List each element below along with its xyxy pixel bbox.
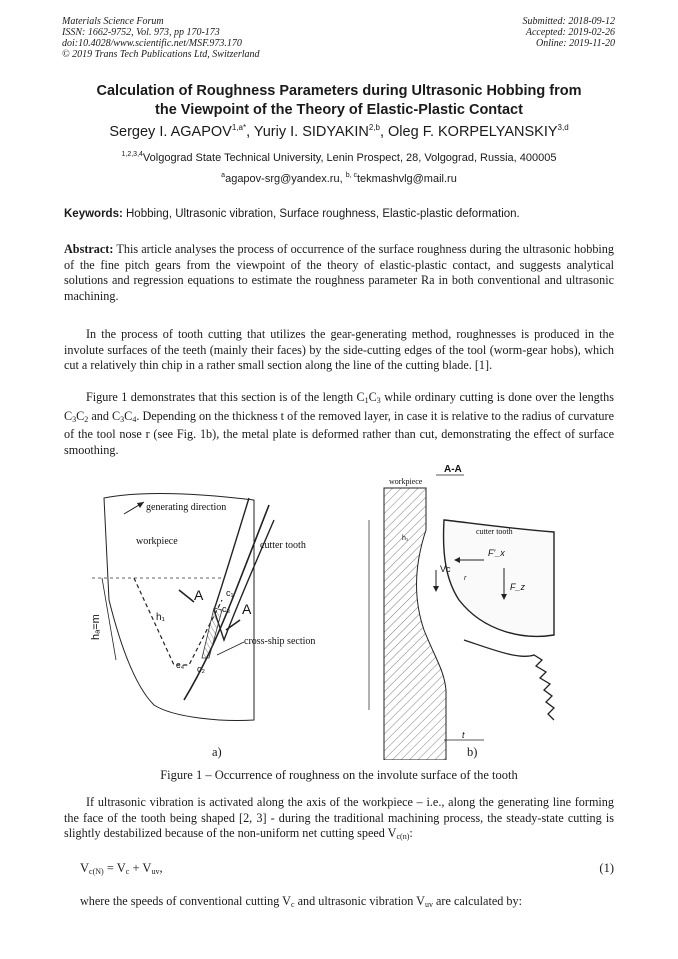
abstract: Abstract: This article analyses the process of occurrence of the surface roughness during the ultrasonic hobbing of the fine pitch gears from the viewpoint of the theory of elastic-plastic contact, and suggests analytical solutions and regression equations to estimate the roughness parameter Ra in both conventional and ultrasonic machining. <box>64 242 614 303</box>
journal-name: Materials Science Forum <box>62 16 164 27</box>
doi-line: doi:10.4028/www.scientific.net/MSF.973.170 <box>62 38 242 49</box>
label-A-right: A <box>242 601 252 617</box>
equation-1: $V_{c(N)} = V_c + V_{uv}$, (1) <box>80 861 614 876</box>
figure-a <box>90 494 315 721</box>
label-section-AA: A-A <box>444 464 462 475</box>
author-3: Oleg F. KORPELYANSKIY <box>388 124 558 140</box>
label-cross-ship: cross-ship section <box>244 636 316 647</box>
label-h: h₁ <box>402 535 409 542</box>
section-mark-right <box>226 620 240 630</box>
label-c3: c₃ <box>222 604 231 614</box>
label-fx: F'_x <box>488 548 505 558</box>
label-fz: F_z <box>510 582 526 592</box>
label-vc: Vc <box>440 564 451 574</box>
workpiece-hatched <box>384 488 446 760</box>
label-h1: h₁ <box>156 612 165 623</box>
figure-b <box>369 464 554 760</box>
affiliation: $^{1,2,3,4}$Volgograd State Technical University, Lenin Prospect, 28, Volgograd, Russia, 400005 <box>121 151 557 164</box>
cutter-tooth-b <box>444 520 554 636</box>
body-paragraph-1: In the process of tooth cutting that utilizes the gear-generating method, roughnesses is produced in the involute surfaces of the teeth (mainly their faces) by the side-cutting edges of the tool (worm-gear hobs), which cut a relatively thin chip in a rather small section along the line of the cutting blade. [1]. <box>64 327 614 373</box>
keywords: Keywords: Hobbing, Ultrasonic vibration, Surface roughness, Elastic-plastic deformation. <box>64 208 520 220</box>
label-c1: c₁ <box>226 588 234 598</box>
submitted-date: Submitted: 2018-09-12 <box>522 16 615 27</box>
gear-serration <box>464 640 554 720</box>
label-c2: c₂ <box>197 664 205 674</box>
author-list: Sergey I. $AGAPOV^{1,a*}$, Yuriy I. SIDYAKIN$^{2,b}$, Oleg F. KORPELYANSKIY$^{3,d}$ <box>109 123 569 140</box>
dates-header <box>523 16 616 49</box>
label-cutter-tooth-b: cutter tooth <box>476 527 513 536</box>
label-c4: c₄ <box>176 660 185 670</box>
figure-label-b: b) <box>467 745 478 759</box>
copyright-line: © 2019 Trans Tech Publications Ltd, Switzerland <box>62 49 260 60</box>
body-paragraph-2: Figure 1 demonstrates that this section is of the length $C_1C_3$ while ordinary cutting is done over the lengths $C_3C_2$ and $C_3C_4$. Depending on the thickness t of the removed layer, in case it is relative to the radius of curvature of the tool nose r (see Fig. 1b), the metal plate is deformed rather than cut, demonstrating the effect of surface smoothing. <box>64 390 614 457</box>
body-paragraph-4: where the speeds of conventional cutting $V_c$ and ultrasonic vibration $V_{uv}$ are calculated by: <box>80 894 522 909</box>
figure-caption: Figure 1 – Occurrence of roughness on the involute surface of the tooth <box>160 768 518 782</box>
body-paragraph-3: If ultrasonic vibration is activated along the axis of the workpiece – i.e., along the generating line forming the face of the tooth being shaped [2, 3] - during the traditional machining process, the steady-state cutting is slightly destabilized because of the non-uniform net cutting speed $V_{c(n)}$: <box>64 795 614 842</box>
issn-line: ISSN: 1662-9752, Vol. 973, pp 170-173 <box>62 27 220 38</box>
accepted-date: Accepted: 2019-02-26 <box>525 27 615 38</box>
emails: $^a$agapov-srg@yandex.ru, $^{b, c}$tekmashvlg@mail.ru <box>221 172 457 185</box>
workpiece-outline <box>104 494 254 721</box>
label-workpiece-b: workpiece <box>389 477 423 486</box>
online-date: Online: 2019-11-20 <box>536 38 615 49</box>
label-workpiece-a: workpiece <box>136 536 178 547</box>
equation-number: (1) <box>599 861 614 875</box>
label-r: r <box>464 575 467 582</box>
leader-cross-ship <box>217 642 244 655</box>
author-2: Yuriy I. SIDYAKIN <box>253 124 369 140</box>
label-A-left: A <box>194 587 204 603</box>
label-t: t <box>462 730 465 740</box>
figure-1-drawing <box>64 460 614 760</box>
section-mark-left <box>179 590 194 602</box>
label-cutter-tooth-a: cutter tooth <box>260 540 306 551</box>
paper-title: Calculation of Roughness Parameters during Ultrasonic Hobbing from the Viewpoint of the Theory of Elastic-Plastic Contact <box>96 83 582 118</box>
label-hm: hₐ=m <box>90 614 102 640</box>
figure-label-a: a) <box>212 745 222 759</box>
journal-header <box>62 16 260 60</box>
author-1: Sergey I. AGAPOV <box>109 124 232 140</box>
figure-1 <box>64 460 614 760</box>
label-generating-direction: generating direction <box>146 502 227 513</box>
